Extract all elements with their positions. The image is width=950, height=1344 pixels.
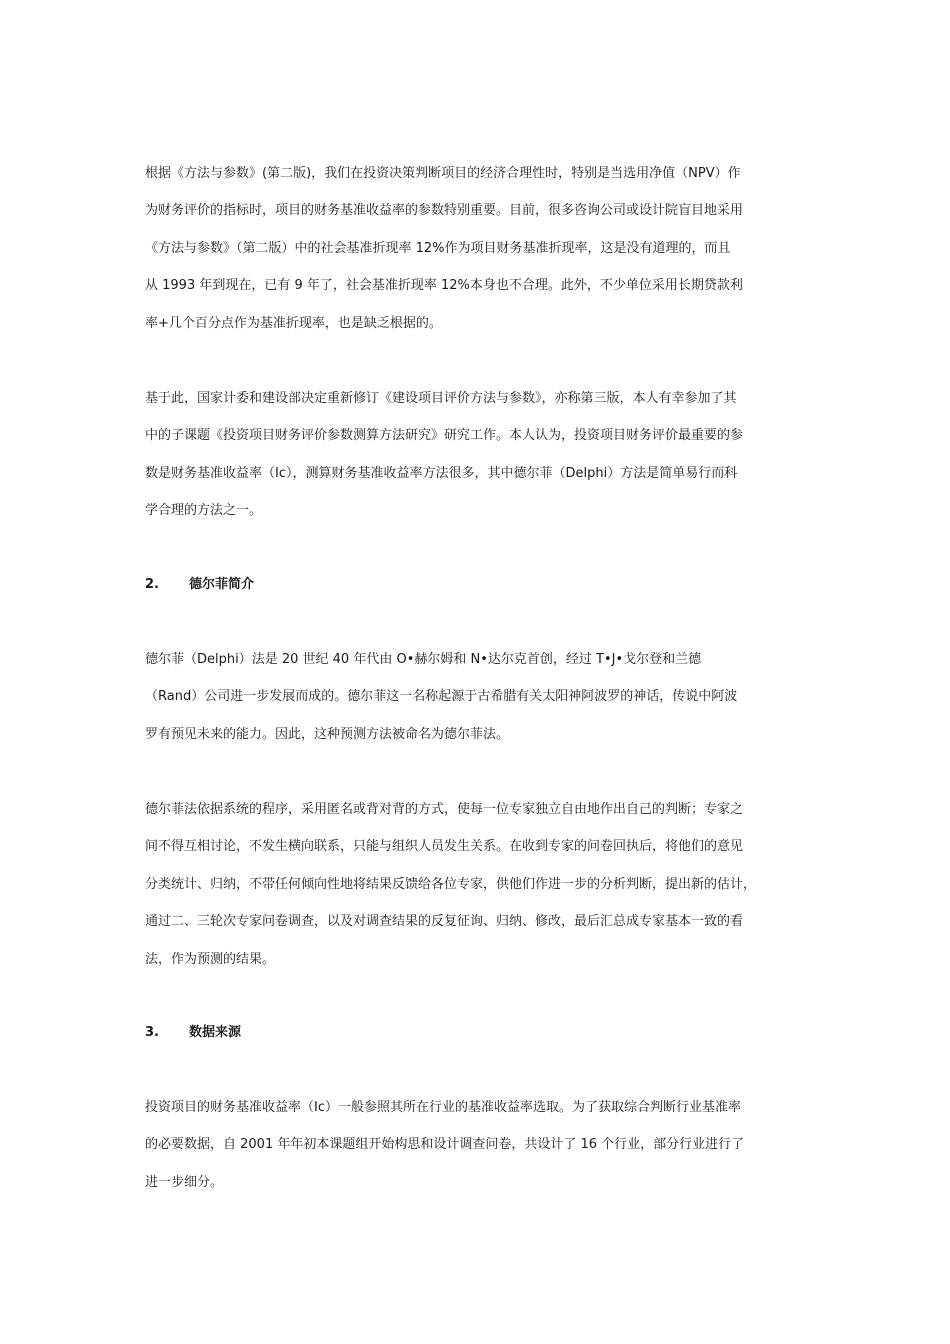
text-line: 基于此，国家计委和建设部决定重新修订《建设项目评价方法与参数》，亦称第三版，本人有幸参加了其: [145, 391, 737, 406]
text-line: 学合理的方法之一。: [145, 503, 263, 519]
text-line: 根据《方法与参数》(第二版)，我们在投资决策判断项目的经济合理性时，特别是当选用净值（NPV）作: [145, 166, 741, 181]
text-line: 的必要数据，自 2001 年年初本课题组开始构思和设计调查问卷，共设计了 16 个行业，部分行业进行了: [145, 1137, 745, 1153]
text-line: 数是财务基准收益率（Ic），测算财务基准收益率方法很多，其中德尔菲（Delphi）方法是简单易行而科: [145, 465, 738, 481]
text-line: 投资项目的财务基准收益率（Ic）一般参照其所在行业的基准收益率选取。为了获取综合判断行业基准率: [145, 1100, 741, 1115]
text-line: 间不得互相讨论，不发生横向联系，只能与组织人员发生关系。在收到专家的问卷回执后，将他们的意见: [145, 839, 744, 855]
text-line: 德尔菲（Delphi）法是 20 世纪 40 年代由 O•赫尔姆和 N•达尔克首创，经过 T•J•戈尔登和兰德: [145, 652, 702, 667]
paragraph-delphi-origin: [145, 641, 820, 753]
paragraph-delphi-procedure: [145, 791, 820, 978]
text-line: 进一步细分。: [145, 1174, 224, 1190]
paragraph-method-background: [145, 155, 820, 342]
text-line: 通过二、三轮次专家问卷调查，以及对调查结果的反复征询、归纳、修改，最后汇总成专家基本一致的看: [145, 914, 744, 930]
section-heading-delphi-intro: [145, 575, 254, 595]
section-title: 数据来源: [189, 1025, 242, 1040]
text-line: 率+几个百分点作为基准折现率，也是缺乏根据的。: [145, 315, 442, 331]
paragraph-research-context: [145, 380, 820, 530]
section-title: 德尔菲简介: [189, 577, 255, 592]
text-line: （Rand）公司进一步发展而成的。德尔菲这一名称起源于古希腊有关太阳神阿波罗的神话，传说中阿波: [145, 689, 738, 705]
text-line: 为财务评价的指标时，项目的财务基准收益率的参数特别重要。目前，很多咨询公司或设计院盲目地采用: [145, 203, 744, 219]
text-line: 德尔菲法依据系统的程序，采用匿名或背对背的方式，使每一位专家独立自由地作出自己的判断；专家之: [145, 802, 744, 817]
text-line: 从 1993 年到现在，已有 9 年了，社会基准折现率 12%本身也不合理。此外，不少单位采用长期贷款利: [145, 278, 743, 294]
paragraph-data-source: [145, 1089, 820, 1201]
text-line: 《方法与参数》（第二版）中的社会基准折现率 12%作为项目财务基准折现率，这是没有道理的，而且: [145, 240, 731, 256]
text-line: 分类统计、归纳，不带任何倾向性地将结果反馈给各位专家，供他们作进一步的分析判断，提出新的估计，: [145, 876, 757, 892]
text-line: 法，作为预测的结果。: [145, 951, 276, 967]
section-number: 3.: [145, 1025, 159, 1040]
text-line: 罗有预见未来的能力。因此，这种预测方法被命名为德尔菲法。: [145, 726, 510, 742]
section-number: 2.: [145, 577, 159, 592]
section-heading-data-source: [145, 1023, 241, 1043]
text-line: 中的子课题《投资项目财务评价参数测算方法研究》研究工作。本人认为，投资项目财务评价最重要的参: [145, 428, 744, 444]
